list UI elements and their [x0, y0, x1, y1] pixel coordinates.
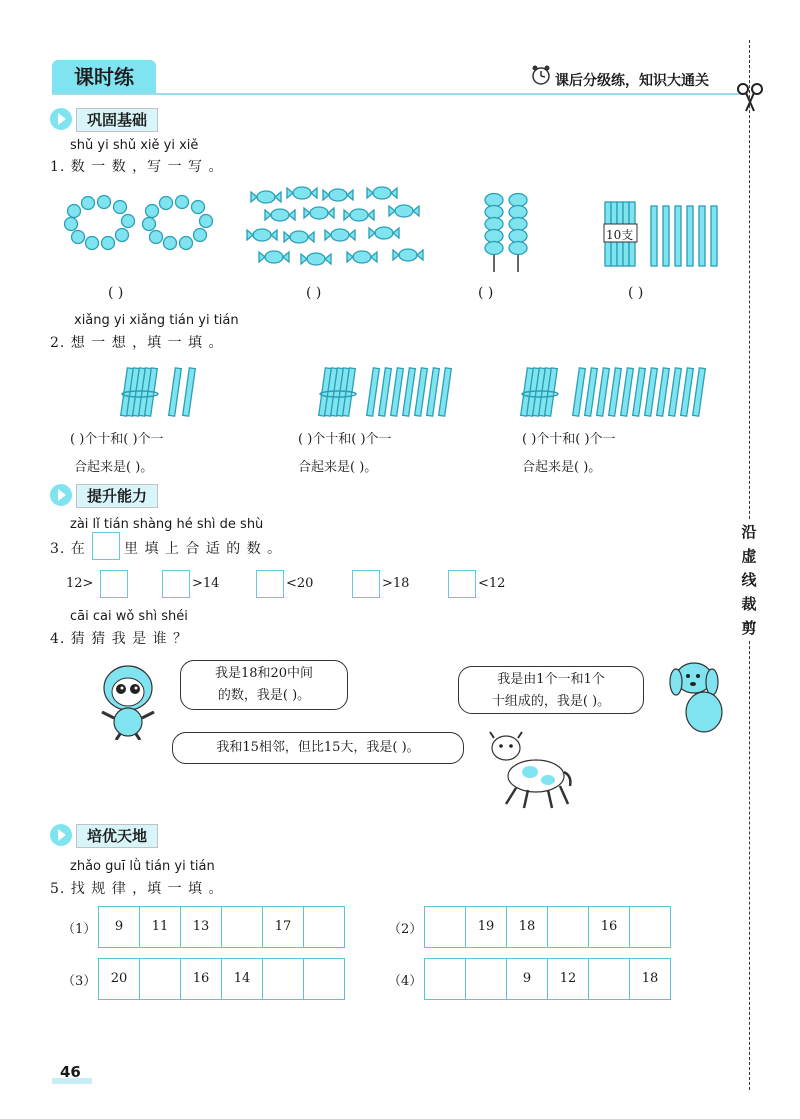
q2-fill-line-1a[interactable]: ( )个十和( )个一	[70, 432, 164, 447]
bubble-2-line-1: 我是由1个一和1个	[497, 672, 605, 687]
q2-fill-line-3a[interactable]: ( )个十和( )个一	[522, 432, 616, 447]
grid-cell[interactable]: 9	[99, 907, 140, 947]
grid-cell[interactable]	[466, 959, 507, 999]
page-number: 46	[60, 1063, 81, 1081]
page-header-title: 课时练	[52, 60, 156, 94]
grid-cell[interactable]: 14	[222, 959, 263, 999]
grid-cell[interactable]	[304, 959, 344, 999]
dog-image	[664, 656, 734, 740]
grid-cell[interactable]: 20	[99, 959, 140, 999]
q4-pinyin: cāi cai wǒ shì shéi	[70, 609, 188, 624]
sticks-group-2-image	[318, 362, 468, 424]
q1-answer-blank-1[interactable]: ( )	[108, 285, 124, 301]
sticks-group-3-image	[520, 362, 720, 424]
cut-instruction: 沿虚线裁剪	[738, 520, 760, 640]
q1-answer-blank-3[interactable]: ( )	[478, 285, 494, 301]
grid-cell[interactable]	[304, 907, 344, 947]
grid-cell[interactable]: 17	[263, 907, 304, 947]
grid-cell[interactable]	[630, 907, 670, 947]
grid-cell[interactable]: 13	[181, 907, 222, 947]
play-icon	[50, 108, 72, 130]
q3-item-4-right: >18	[382, 576, 410, 591]
bubble-1-line-2[interactable]: 的数，我是( )。	[217, 688, 311, 703]
grid-cell[interactable]: 16	[181, 959, 222, 999]
header-divider	[52, 93, 742, 95]
q5-row-4-label: （4）	[388, 974, 423, 989]
grid-cell[interactable]	[589, 959, 630, 999]
alarm-clock-icon	[530, 64, 552, 86]
q3-item-3-box[interactable]	[256, 570, 284, 598]
q3-item-2-box[interactable]	[162, 570, 190, 598]
bubble-3-text[interactable]: 我和15相邻，但比15大，我是( )。	[216, 740, 420, 755]
header-slogan: 课后分级练，知识大通关	[555, 73, 709, 89]
q5-row-2-grid	[424, 906, 671, 948]
play-icon	[50, 484, 72, 506]
q2-question: 2. 想 一 想 ，填 一 填 。	[50, 335, 224, 351]
sticks-group-1-image	[120, 362, 220, 424]
grid-cell[interactable]	[222, 907, 263, 947]
candies-image	[244, 185, 429, 277]
scissors-icon	[736, 82, 764, 112]
q3-question-end: 里 填 上 合 适 的 数 。	[124, 541, 283, 557]
grid-cell[interactable]: 16	[589, 907, 630, 947]
q1-answer-blank-2[interactable]: ( )	[306, 285, 322, 301]
bubble-2-line-2[interactable]: 十组成的，我是( )。	[491, 694, 611, 709]
q2-fill-line-2a[interactable]: ( )个十和( )个一	[298, 432, 392, 447]
q3-item-5-right: <12	[478, 576, 506, 591]
q5-question: 5. 找 规 律 ，填 一 填 。	[50, 881, 224, 897]
q3-item-1-left: 12>	[66, 576, 94, 591]
q5-row-3-label: （3）	[62, 974, 97, 989]
q2-fill-line-1b[interactable]: 合起来是( )。	[74, 460, 154, 475]
q5-row-1-grid	[98, 906, 345, 948]
grid-cell[interactable]: 18	[507, 907, 548, 947]
bundle-label: 10支	[606, 228, 634, 242]
grid-cell[interactable]	[548, 907, 589, 947]
q5-row-2-label: （2）	[388, 922, 423, 937]
grid-cell[interactable]	[425, 959, 466, 999]
grid-cell[interactable]	[425, 907, 466, 947]
speech-bubble-cow	[172, 732, 464, 764]
grid-cell[interactable]	[263, 959, 304, 999]
play-icon	[50, 824, 72, 846]
q5-row-4-grid	[424, 958, 671, 1000]
candied-haws-image	[478, 190, 538, 280]
pencil-bundle-image	[603, 198, 723, 270]
cow-image	[478, 730, 574, 814]
grid-cell[interactable]: 18	[641, 971, 659, 986]
q5-row-1-label: （1）	[62, 922, 97, 937]
q3-question-start: 3. 在	[50, 541, 86, 557]
q5-row-3-grid	[98, 958, 345, 1000]
grid-cell[interactable]: 12	[548, 959, 589, 999]
q2-pinyin: xiǎng yi xiǎng tián yi tián	[74, 313, 239, 328]
grid-cell[interactable]: 19	[466, 907, 507, 947]
q1-answer-blank-4[interactable]: ( )	[628, 285, 644, 301]
monkey-image	[96, 660, 160, 744]
speech-bubble-monkey	[180, 660, 348, 710]
q5-pinyin: zhǎo guī lǜ tián yi tián	[70, 859, 215, 874]
q2-fill-line-3b[interactable]: 合起来是( )。	[522, 460, 602, 475]
q3-example-box	[92, 532, 120, 560]
q3-item-4-box[interactable]	[352, 570, 380, 598]
q3-item-5-box[interactable]	[448, 570, 476, 598]
q3-item-1-box[interactable]	[100, 570, 128, 598]
q4-question: 4. 猜 猜 我 是 谁 ？	[50, 631, 189, 647]
bubble-1-line-1: 我是18和20中间	[214, 666, 314, 681]
grid-cell[interactable]: 9	[507, 959, 548, 999]
q3-item-3-right: <20	[286, 576, 314, 591]
speech-bubble-dog	[458, 666, 644, 714]
grid-cell[interactable]	[140, 959, 181, 999]
bead-rings-image	[62, 193, 222, 267]
q1-question: 1. 数 一 数 ，写 一 写 。	[50, 159, 224, 175]
q3-pinyin: zài lǐ tián shàng hé shì de shù	[70, 517, 264, 532]
q1-pinyin: shǔ yi shǔ xiě yi xiě	[70, 138, 199, 153]
grid-cell[interactable]: 11	[140, 907, 181, 947]
q3-item-2-right: >14	[192, 576, 220, 591]
q2-fill-line-2b[interactable]: 合起来是( )。	[298, 460, 378, 475]
